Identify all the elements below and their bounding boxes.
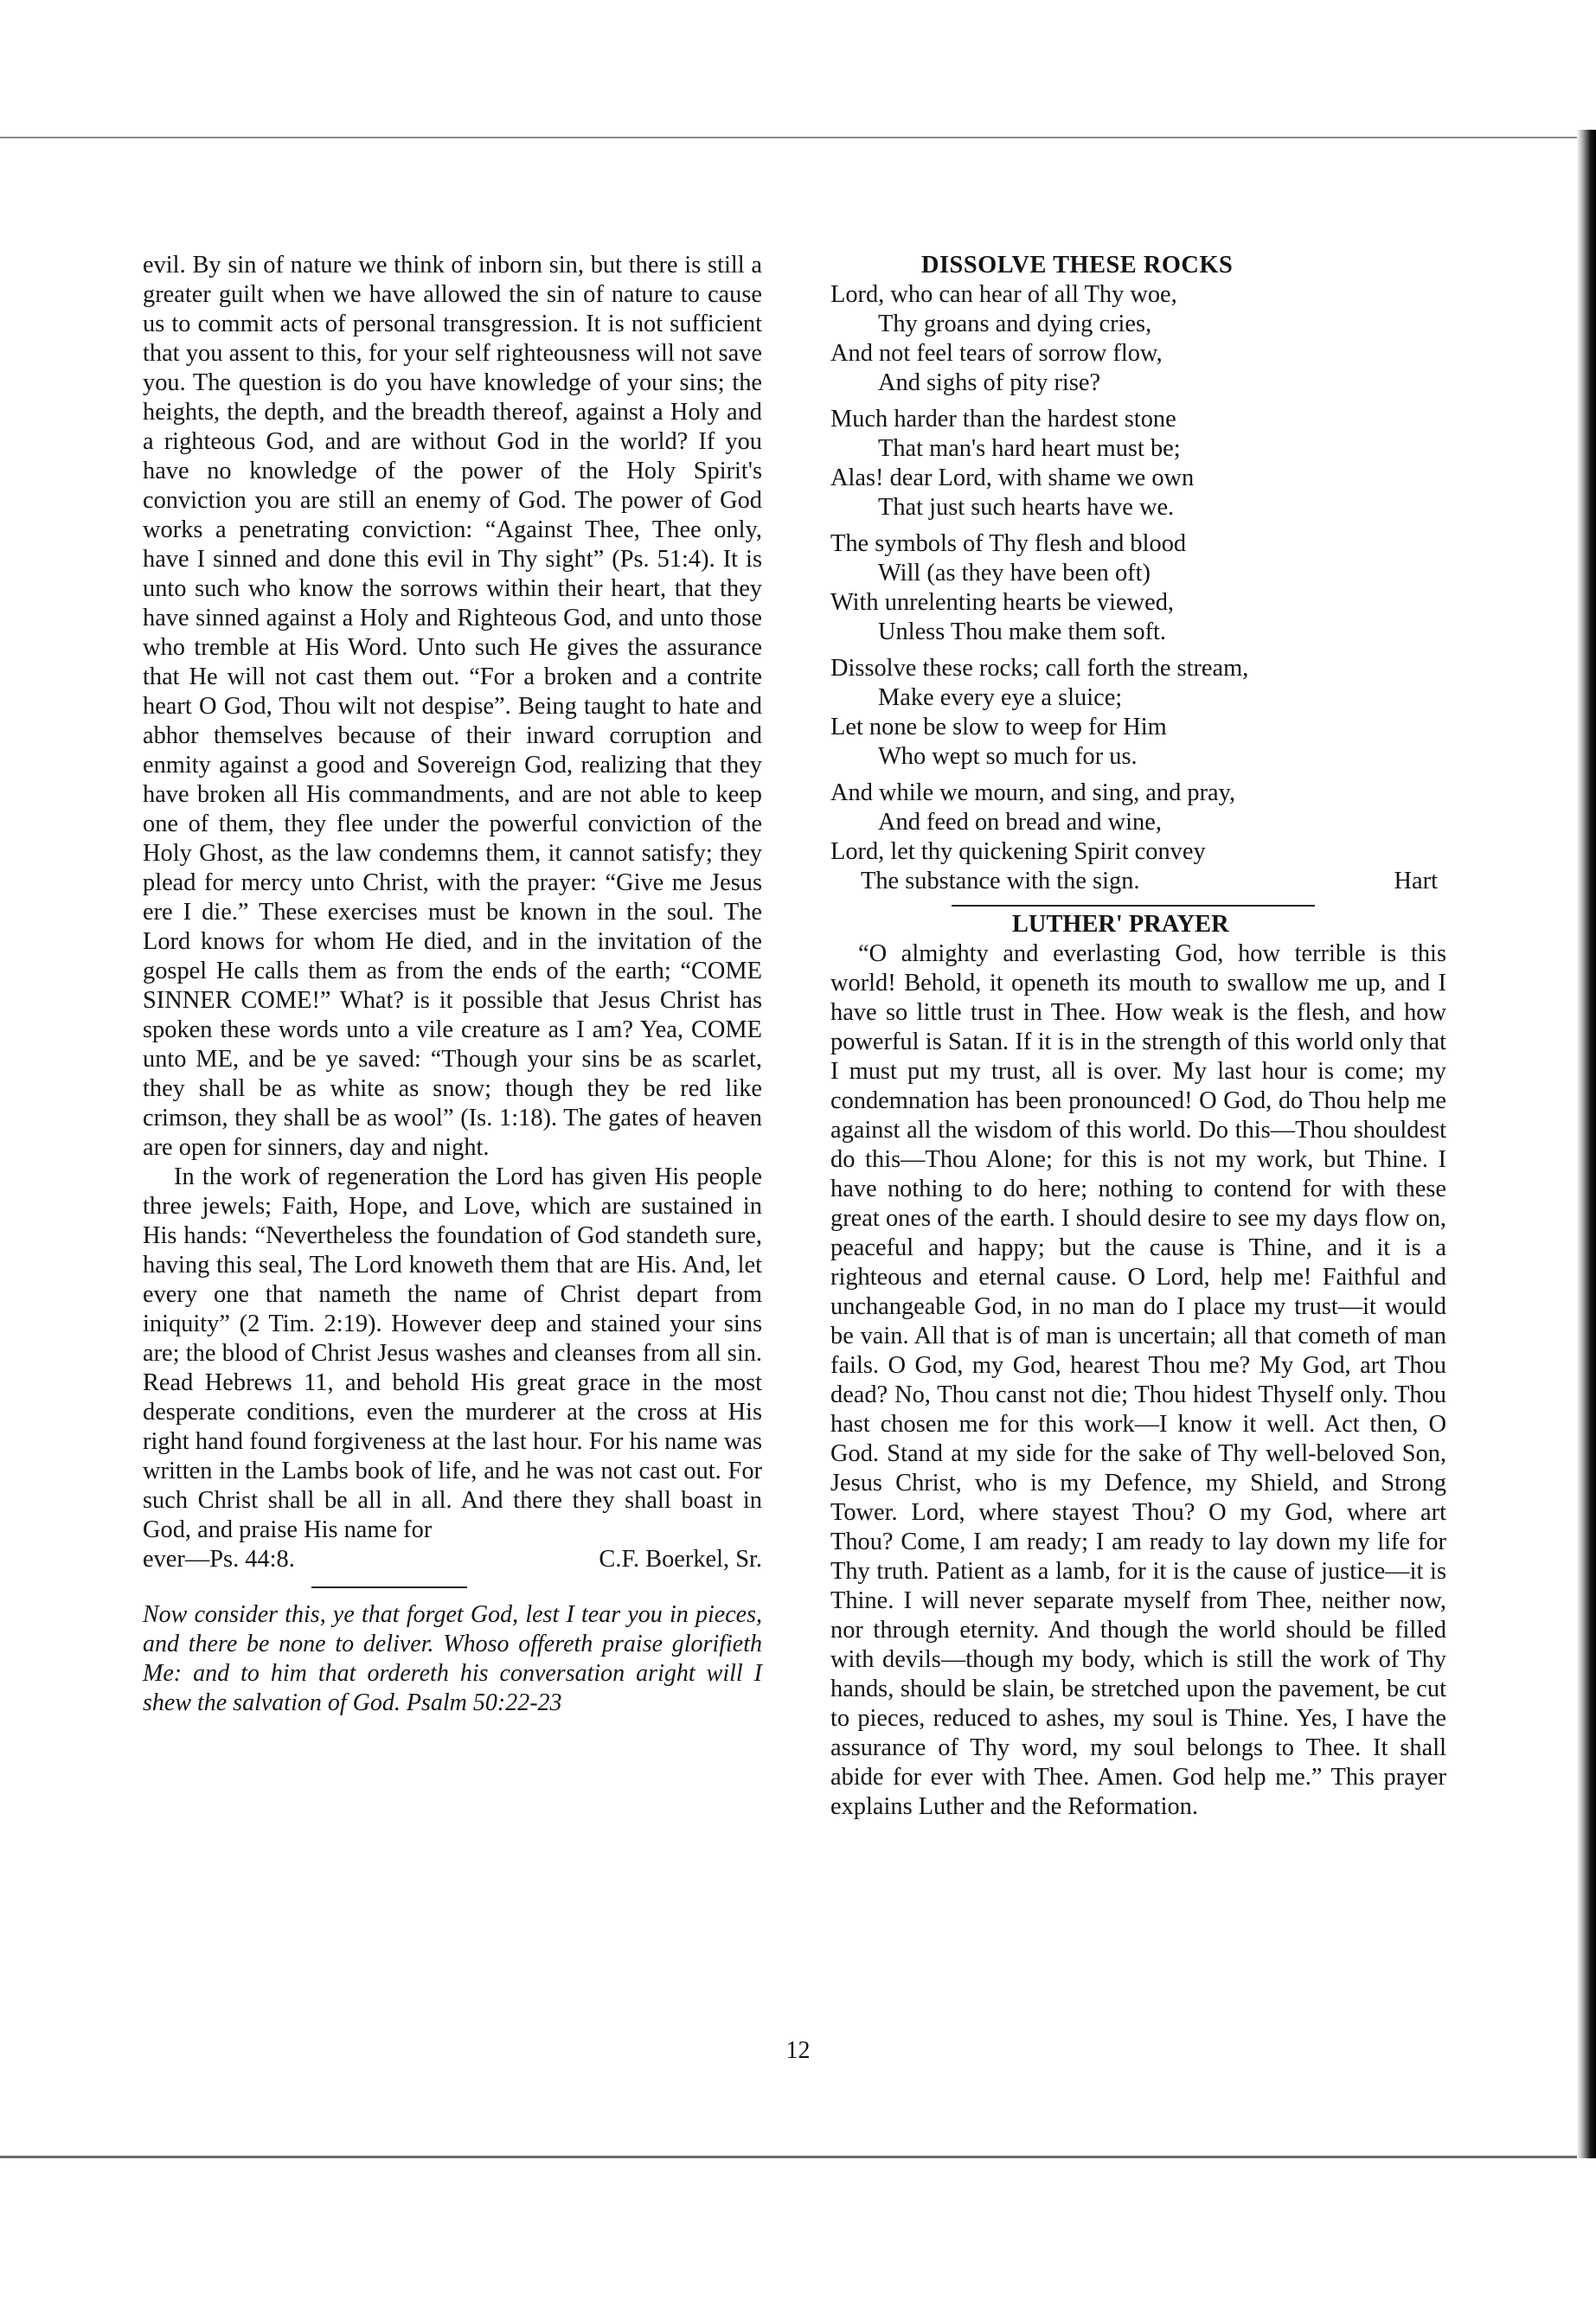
sermon-closing-reference: ever—Ps. 44:8. bbox=[143, 1546, 295, 1573]
poem-line: With unrelenting hearts be viewed, bbox=[830, 589, 1174, 616]
prayer-text: “O almighty and everlasting God, how terrible is this world! Behold, it openeth its mouth to swallow me up, and I have so little trust in Thee. How weak is the flesh, and how powerful is Satan. If it is in the strength of this world only that I must put my trust, all is over. My last hour is come; my condemnation has been pronounced! O God, do Thou help me against all the wisdom of this world. Do this—Thou shouldest do this—Thou Alone; for this is not my work, but Thine. I have nothing to do here; nothing to contend for with these great ones of the earth. I should desire to see my days flow on, peaceful and happy; but the cause is Thine, and it is a righteous and eternal cause. O Lord, help me! Faithful and unchangeable God, in no man do I place my trust—it would be vain. All that is of man is uncertain; all that cometh of man fails. O God, my God, hearest Thou me? My God, art Thou dead? No, Thou canst not die; Thou hidest Thyself only. Thou hast chosen me for this work—I know it well. Act then, O God. Stand at my side for the sake of Thy well-beloved Son, Jesus Christ, who is my Defence, my Shield, and Strong Tower. Lord, where stayest Thou? O my God, where art Thou? Come, I am ready; I am ready to lay down my life for Thy truth. Patient as a lamb, for it is the cause of justice—it is Thine. I will never separate myself from Thee, neither now, nor through eternity. And though the world should be filled with devils—though my body, which is still the work of Thy hands, should be slain, be stretched upon the pavement, be cut to pieces, reduced to ashes, my soul is Thine. Yes, I have the assurance of Thy word, my soul belongs to Thee. It shall abide for ever with Thee. Amen. God help me.” This prayer explains Luther and the Reformation. bbox=[830, 940, 1446, 1820]
sermon-closing-line bbox=[143, 1545, 762, 1574]
poem-stanza bbox=[830, 654, 1446, 772]
poem-line: The substance with the sign. bbox=[861, 868, 1140, 894]
poem-stanza bbox=[830, 405, 1446, 522]
poem-line: Much harder than the hardest stone bbox=[830, 406, 1176, 433]
poem-line: Alas! dear Lord, with shame we own bbox=[830, 465, 1195, 491]
poem-line: That just such hearts have we. bbox=[878, 494, 1175, 521]
poem-line: Make every eye a sluice; bbox=[878, 684, 1123, 711]
page-number: 12 bbox=[785, 2037, 811, 2064]
poem-last-line bbox=[830, 867, 1446, 896]
poem-line: Thy groans and dying cries, bbox=[878, 311, 1152, 337]
poem-line: The symbols of Thy flesh and blood bbox=[830, 530, 1187, 557]
poem-line: Will (as they have been oft) bbox=[878, 560, 1151, 586]
poem-line: And sighs of pity rise? bbox=[878, 369, 1101, 396]
poem-line: Dissolve these rocks; call forth the stream, bbox=[830, 655, 1249, 682]
prayer-title: LUTHER' PRAYER bbox=[1012, 911, 1229, 938]
poem-line: Lord, who can hear of all Thy woe, bbox=[830, 281, 1177, 308]
poem-line: That man's hard heart must be; bbox=[878, 435, 1181, 462]
scan-bottom-edge bbox=[0, 2156, 1596, 2158]
poem-author: Hart bbox=[1394, 868, 1438, 894]
poem-stanza bbox=[830, 280, 1446, 398]
psalm-quote: Now consider this, ye that forget God, lest I tear you in pieces, and there be none to deliver. Whoso offereth praise glorifieth Me: and to him that ordereth his conversation aright will I shew the salvation of God. Psalm 50:22-23 bbox=[143, 1601, 762, 1716]
poem-stanza bbox=[830, 779, 1446, 896]
poem-line: And while we mourn, and sing, and pray, bbox=[830, 779, 1236, 806]
right-column bbox=[830, 251, 1446, 1822]
section-divider-left bbox=[311, 1586, 467, 1588]
poem-title: DISSOLVE THESE ROCKS bbox=[921, 252, 1234, 279]
poem-line: Who wept so much for us. bbox=[878, 743, 1138, 770]
poem-line: And feed on bread and wine, bbox=[878, 809, 1162, 836]
section-divider-right bbox=[952, 905, 1315, 907]
poem-stanza bbox=[830, 529, 1446, 647]
page-edge-shadow bbox=[1577, 130, 1596, 2158]
poem bbox=[830, 280, 1446, 896]
sermon-author: C.F. Boerkel, Sr. bbox=[599, 1546, 762, 1573]
scan-top-edge bbox=[0, 137, 1596, 138]
poem-line: Lord, let thy quickening Spirit convey bbox=[830, 838, 1206, 865]
sermon-paragraph-1: evil. By sin of nature we think of inborn sin, but there is still a greater guilt when we have allowed the sin of nature to cause us to commit acts of personal transgression. It is not sufficient that you assent to this, for your self righteousness will not save you. The question is do you have knowledge of your sins; the heights, the depth, and the breadth thereof, against a Holy and a righteous God, and are without God in the world? If you have no knowledge of the power of the Holy Spirit's conviction you are still an enemy of God. The power of God works a penetrating conviction: “Against Thee, Thee only, have I sinned and done this evil in Thy sight” (Ps. 51:4). It is unto such who know the sorrows within their heart, that they have sinned against a Holy and Righteous God, and unto those who tremble at His Word. Unto such He gives the assurance that He will not cast them out. “For a broken and a contrite heart O God, Thou wilt not despise”. Being taught to hate and abhor themselves because of their inward corruption and enmity against a good and Sovereign God, realizing that they have broken all His commandments, and are not able to keep one of them, they flee under the powerful conviction of the Holy Ghost, as the law condemns them, it cannot satisfy; they plead for mercy unto Christ, with the prayer: “Give me Jesus ere I die.” These exercises must be known in the soul. The Lord knows for whom He died, and in the invitation of the gospel He calls them as from the ends of the earth; “COME SINNER COME!” What? is it possible that Jesus Christ has spoken these words unto a vile creature as I am? Yea, COME unto ME, and be ye saved: “Though your sins be as scarlet, they shall be as white as snow; though they be red like crimson, they shall be as wool” (Is. 1:18). The gates of heaven are open for sinners, day and night. bbox=[143, 252, 762, 1161]
left-column bbox=[143, 251, 762, 1742]
sermon-paragraph-2: In the work of regeneration the Lord has given His people three jewels; Faith, Hope, and Love, which are sustained in His hands: “Nevertheless the foundation of God standeth sure, having this seal, The Lord knoweth them that are His. And, let every one that nameth the name of Christ depart from iniquity” (2 Tim. 2:19). However deep and stained your sins are; the blood of Christ Jesus washes and cleanses from all sin. Read Hebrews 11, and behold His great grace in the most desperate conditions, even the murderer at the cross at His right hand found forgiveness at the last hour. For his name was written in the Lambs book of life, and he was not cast out. For such Christ shall be all in all. And there they shall boast in God, and praise His name for bbox=[143, 1163, 762, 1543]
document-page bbox=[143, 251, 1458, 2067]
poem-line: And not feel tears of sorrow flow, bbox=[830, 340, 1163, 367]
poem-line: Unless Thou make them soft. bbox=[878, 619, 1167, 645]
poem-line: Let none be slow to weep for Him bbox=[830, 714, 1167, 740]
